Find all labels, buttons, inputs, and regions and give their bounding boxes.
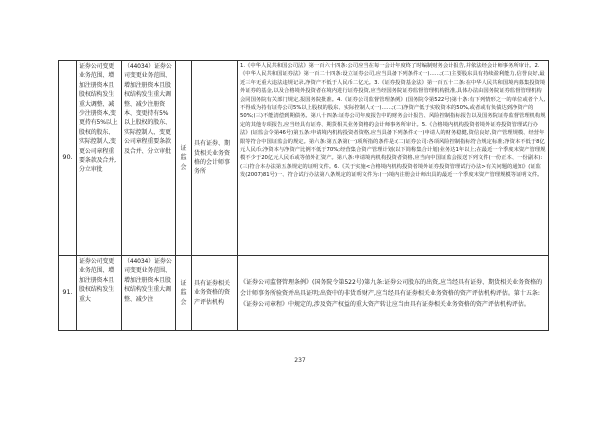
item-name-cell: 证券公司变更业务范围、增加注册资本且股权结构发生重大调整、减少注册资本,变更持有5%以上股权的股东、实际控制人,变更公司章程重要条款及合并,分立审批 [77, 61, 122, 256]
content-cell: 1.《中华人民共和国公司法》第一百六十四条:公司应当在每一会计年度终了时编制财务会计报告,并依法经会计师事务所审计。2.《中华人民共和国证券法》第一百二十四条:设立证券公司,应当具备下列条件:(一)……;(二)主要股东具有持续盈利能力,信誉良好,最近三年无重大违法违规记录,净资产不低于人民币二亿元。3.《证券投资基金法》第一百五十二条:在中华人民共和国境内募集投资境外证券的基金,以及合格境外投资者在境内进行证券投资,应当经国务院证券监督管理机构批准,具体办法由国务院证券监督管理机构会同国务院有关部门规定,报国务院批准。4.《证券公司监督管理条例》(国务院令第522号)第十条:有下列情形之一的单位或者个人,不得成为持有证券公司5%以上股权的股东、实际控制人:(一)……;(二)净资产低于实收资本的50%,或者或有负债达到净资产的50%;(三)不能清偿到期债务。第八十四条:证券公司年度报告中的财务会计报告、风险控制指标报告以及国务院证券监督管理机构规定的其他专项报告,应当经具有证券、期货相关业务资格的会计师事务所审计。5.《合格境内机构投资者境外证券投资管理试行办法》(证监会令第46号)第五条:申请境内机构投资者资格,应当具备下列条件:(一)申请人的财务稳健,资信良好,资产管理规模、经营年限等符合中国证监会的规定。第六条:第五条第(一)项所指的条件是:(二)证券公司:各项风险控制指标符合规定标准;净资本不低于8亿元人民币;净资本与净资产比例不低于70%;经营集合资产管理计划(以下简称集合计划)业务达1年以上;在最近一个季度末资产管理规模不少于20亿元人民币或等值外汇资产。第八条:申请境内机构投资者资格,应当向中国证监会报送下列文件(一份正本、一份副本):(三)符合本办法第五条规定的证明文件。6.《关于实施<合格境内机构投资者境外证券投资管理试行办法>有关问题的通知》(证监发(2007)81号)一、符合试行办法第八条规定的证明文件为:(一)境内注册会计师出具的最近一个季度末资产管理规模等证明文件。 [238, 61, 549, 256]
table-row [59, 256, 549, 331]
page-number: 237 [294, 357, 306, 364]
scope-cell: 具有证券、期货相关业务资格的会计师事务所 [192, 61, 238, 256]
content-cell: 《证券公司监督管理条例》(国务院令第522号)第九条:证券公司股东的出资,应当经具有证券、期货相关业务资格的会计师事务所验资并出具证明;出资中的非货币财产,应当经具有证券相关业务资格的资产评估机构评估。第十五条:《证券公司章程》中规定的,涉及资产权益的重大资产转让应当由具有证券相关业务资格的资产评估机构评估。 [238, 256, 549, 331]
department-cell: 证监会 [176, 61, 192, 256]
department-cell: 证监会 [176, 256, 192, 331]
regulation-table [58, 60, 549, 331]
scope-cell: 具有证券相关业务资格的资产评估机构 [192, 256, 238, 331]
basis-cell: （44034）证券公司变更业务范围、增加注册资本且股权结构发生重大调整、减少注 [122, 256, 176, 331]
row-number: 90. [59, 61, 77, 256]
item-name-cell: 证券公司变更业务范围、增加注册资本且股权结构发生重大 [77, 256, 122, 331]
table-row [59, 61, 549, 256]
row-number: 91. [59, 256, 77, 331]
basis-cell: （44034）证券公司变更业务范围、增加注册资本且股权结构发生重大调整、减少注册资本、变更持有5%以上股权的股东、实际控制人、变更公司章程重要条款及合并、分立审批 [122, 61, 176, 256]
